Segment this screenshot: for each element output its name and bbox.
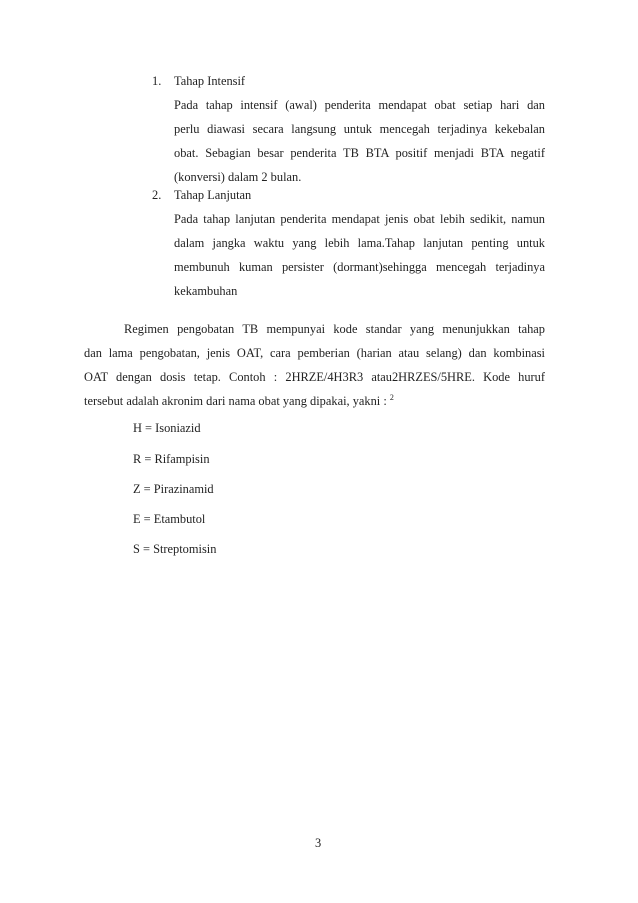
abbreviation-item: E = Etambutol <box>133 512 206 526</box>
list-item-1-line: Pada tahap intensif (awal) penderita mendapat obat setiap hari dan <box>174 98 545 112</box>
paragraph-text: tersebut adalah akronim dari nama obat yang dipakai, yakni : <box>84 394 387 408</box>
paragraph-last-line <box>84 394 394 408</box>
list-item-1-number: 1. <box>152 74 162 88</box>
page-number: 3 <box>315 836 322 850</box>
paragraph-line: OAT dengan dosis tetap. Contoh : 2HRZE/4H3R3 atau2HRZES/5HRE. Kode huruf <box>84 370 545 384</box>
list-item-2-number: 2. <box>152 188 162 202</box>
abbreviation-item: H = Isoniazid <box>133 421 201 435</box>
abbreviation-item: S = Streptomisin <box>133 542 217 556</box>
paragraph-line: Regimen pengobatan TB mempunyai kode standar yang menunjukkan tahap <box>124 322 545 336</box>
list-item-2-line: kekambuhan <box>174 284 238 298</box>
list-item-2-line: dalam jangka waktu yang lebih lama.Tahap lanjutan penting untuk <box>174 236 545 250</box>
list-item-2-line: Pada tahap lanjutan penderita mendapat jenis obat lebih sedikit, namun <box>174 212 545 226</box>
list-item-1-line: perlu diawasi secara langsung untuk mencegah terjadinya kekebalan <box>174 122 545 136</box>
abbreviation-item: Z = Pirazinamid <box>133 482 214 496</box>
list-item-1-line: (konversi) dalam 2 bulan. <box>174 170 302 184</box>
abbreviation-item: R = Rifampisin <box>133 452 210 466</box>
paragraph-line: dan lama pengobatan, jenis OAT, cara pemberian (harian atau selang) dan kombinasi <box>84 346 545 360</box>
list-item-2-line: membunuh kuman persister (dormant)sehingga mencegah terjadinya <box>174 260 545 274</box>
list-item-1-title: Tahap Intensif <box>174 74 246 88</box>
citation-superscript: 2 <box>389 392 394 402</box>
list-item-1-line: obat. Sebagian besar penderita TB BTA positif menjadi BTA negatif <box>174 146 545 160</box>
list-item-2-title: Tahap Lanjutan <box>174 188 252 202</box>
